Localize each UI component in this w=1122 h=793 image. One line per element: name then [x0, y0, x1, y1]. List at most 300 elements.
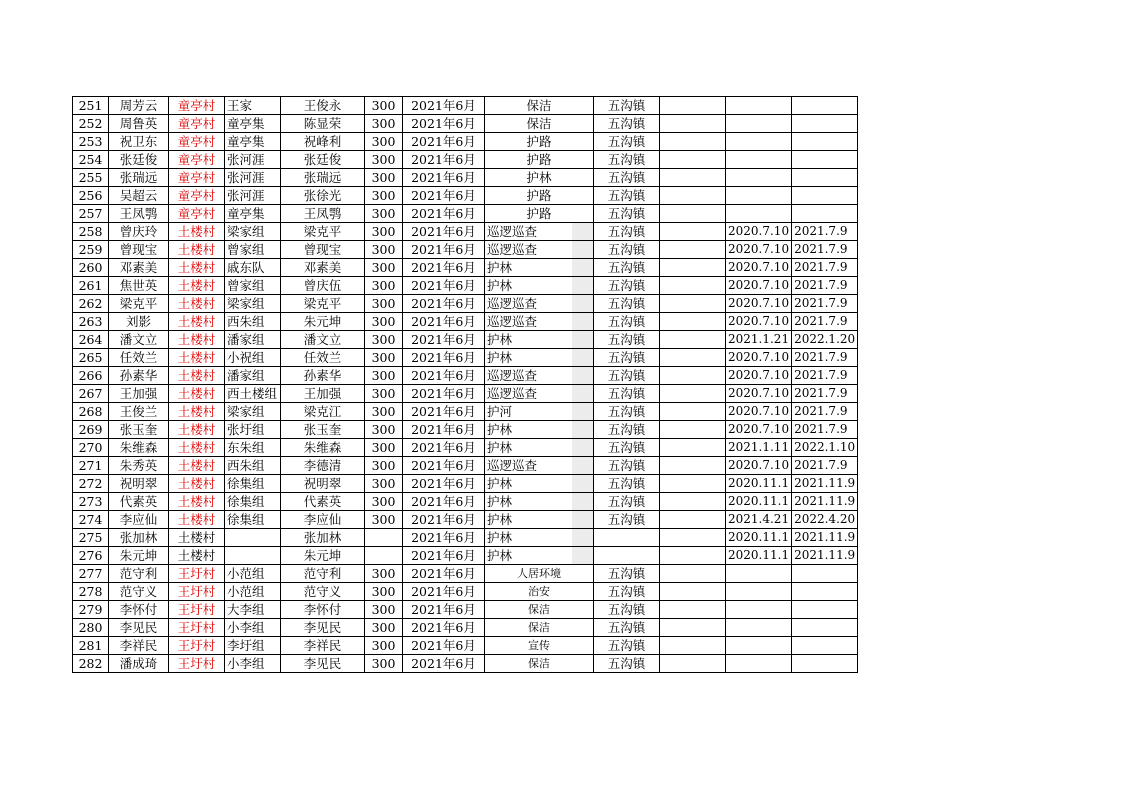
month-cell: 2021年6月 [403, 349, 485, 367]
payee-cell: 李应仙 [281, 511, 365, 529]
payee-cell: 张瑞远 [281, 169, 365, 187]
month-cell: 2021年6月 [403, 205, 485, 223]
group-cell: 梁家组 [225, 223, 281, 241]
table-row [73, 655, 858, 673]
payee-cell: 任效兰 [281, 349, 365, 367]
amount-cell: 300 [365, 277, 403, 295]
village-cell: 土楼村 [169, 529, 225, 547]
name-cell: 吴超云 [109, 187, 169, 205]
end-date-cell: 2021.7.9 [792, 385, 858, 403]
village-cell: 童亭村 [169, 133, 225, 151]
start-date-cell: 2020.11.1 [726, 547, 792, 565]
amount-cell: 300 [365, 331, 403, 349]
row-id-cell: 274 [73, 511, 109, 529]
blank-cell [660, 601, 726, 619]
duty-cell: 巡逻巡查 [485, 241, 594, 259]
start-date-cell [726, 655, 792, 673]
blank-cell [660, 349, 726, 367]
name-cell: 潘文立 [109, 331, 169, 349]
start-date-cell: 2020.11.1 [726, 493, 792, 511]
group-cell: 西朱组 [225, 457, 281, 475]
row-id-cell: 258 [73, 223, 109, 241]
row-id-cell: 273 [73, 493, 109, 511]
row-id-cell: 280 [73, 619, 109, 637]
amount-cell: 300 [365, 313, 403, 331]
start-date-cell: 2020.7.10 [726, 403, 792, 421]
table-row [73, 637, 858, 655]
village-cell: 土楼村 [169, 475, 225, 493]
amount-cell: 300 [365, 169, 403, 187]
name-cell: 曾庆玲 [109, 223, 169, 241]
table-row [73, 295, 858, 313]
amount-cell: 300 [365, 511, 403, 529]
end-date-cell [792, 583, 858, 601]
group-cell: 王家 [225, 97, 281, 115]
end-date-cell: 2021.11.9 [792, 475, 858, 493]
group-cell: 小李组 [225, 655, 281, 673]
duty-cell: 保洁 [485, 97, 594, 115]
row-id-cell: 271 [73, 457, 109, 475]
amount-cell: 300 [365, 187, 403, 205]
village-cell: 王圩村 [169, 619, 225, 637]
village-cell: 王圩村 [169, 583, 225, 601]
start-date-cell: 2020.7.10 [726, 259, 792, 277]
duty-cell: 护林 [485, 439, 594, 457]
name-cell: 王俊兰 [109, 403, 169, 421]
amount-cell: 300 [365, 583, 403, 601]
month-cell: 2021年6月 [403, 529, 485, 547]
duty-cell: 护林 [485, 547, 594, 565]
start-date-cell: 2020.7.10 [726, 241, 792, 259]
month-cell: 2021年6月 [403, 151, 485, 169]
name-cell: 张玉奎 [109, 421, 169, 439]
blank-cell [660, 583, 726, 601]
amount-cell [365, 547, 403, 565]
month-cell: 2021年6月 [403, 655, 485, 673]
group-cell: 西朱组 [225, 313, 281, 331]
table-row [73, 187, 858, 205]
town-cell: 五沟镇 [594, 511, 660, 529]
town-cell: 五沟镇 [594, 313, 660, 331]
duty-cell: 护林 [485, 259, 594, 277]
end-date-cell: 2021.7.9 [792, 421, 858, 439]
month-cell: 2021年6月 [403, 295, 485, 313]
row-id-cell: 256 [73, 187, 109, 205]
start-date-cell: 2020.7.10 [726, 277, 792, 295]
village-cell: 童亭村 [169, 151, 225, 169]
start-date-cell [726, 205, 792, 223]
amount-cell: 300 [365, 115, 403, 133]
row-id-cell: 267 [73, 385, 109, 403]
name-cell: 李见民 [109, 619, 169, 637]
end-date-cell [792, 187, 858, 205]
payee-cell: 曾现宝 [281, 241, 365, 259]
village-cell: 童亭村 [169, 97, 225, 115]
month-cell: 2021年6月 [403, 421, 485, 439]
blank-cell [660, 133, 726, 151]
duty-cell: 护林 [485, 349, 594, 367]
payee-cell: 张徐光 [281, 187, 365, 205]
name-cell: 祝明翠 [109, 475, 169, 493]
name-cell: 王加强 [109, 385, 169, 403]
blank-cell [660, 313, 726, 331]
town-cell: 五沟镇 [594, 565, 660, 583]
row-id-cell: 281 [73, 637, 109, 655]
name-cell: 王凤鹗 [109, 205, 169, 223]
end-date-cell [792, 169, 858, 187]
amount-cell: 300 [365, 97, 403, 115]
blank-cell [660, 97, 726, 115]
end-date-cell: 2022.4.20 [792, 511, 858, 529]
name-cell: 孙素华 [109, 367, 169, 385]
payee-cell: 李怀付 [281, 601, 365, 619]
duty-cell: 护林 [485, 529, 594, 547]
town-cell: 五沟镇 [594, 331, 660, 349]
village-cell: 土楼村 [169, 439, 225, 457]
row-id-cell: 265 [73, 349, 109, 367]
town-cell [594, 547, 660, 565]
name-cell: 范守义 [109, 583, 169, 601]
town-cell: 五沟镇 [594, 115, 660, 133]
start-date-cell: 2020.7.10 [726, 313, 792, 331]
name-cell: 祝卫东 [109, 133, 169, 151]
name-cell: 李应仙 [109, 511, 169, 529]
month-cell: 2021年6月 [403, 259, 485, 277]
end-date-cell: 2021.7.9 [792, 295, 858, 313]
name-cell: 张廷俊 [109, 151, 169, 169]
blank-cell [660, 637, 726, 655]
blank-cell [660, 385, 726, 403]
village-cell: 王圩村 [169, 637, 225, 655]
group-cell: 小祝组 [225, 349, 281, 367]
month-cell: 2021年6月 [403, 133, 485, 151]
row-id-cell: 264 [73, 331, 109, 349]
row-id-cell: 275 [73, 529, 109, 547]
start-date-cell [726, 169, 792, 187]
duty-cell: 护河 [485, 403, 594, 421]
end-date-cell: 2021.7.9 [792, 403, 858, 421]
group-cell: 徐集组 [225, 475, 281, 493]
start-date-cell [726, 565, 792, 583]
village-cell: 土楼村 [169, 511, 225, 529]
blank-cell [660, 259, 726, 277]
month-cell: 2021年6月 [403, 97, 485, 115]
end-date-cell: 2021.7.9 [792, 367, 858, 385]
table-row [73, 223, 858, 241]
blank-cell [660, 295, 726, 313]
payee-cell: 王加强 [281, 385, 365, 403]
end-date-cell [792, 151, 858, 169]
roster-table [72, 96, 858, 673]
group-cell: 张河涯 [225, 151, 281, 169]
name-cell: 周芳云 [109, 97, 169, 115]
start-date-cell: 2021.1.21 [726, 331, 792, 349]
table-row [73, 439, 858, 457]
duty-cell: 护林 [485, 511, 594, 529]
village-cell: 土楼村 [169, 259, 225, 277]
duty-cell: 保洁 [485, 655, 594, 673]
blank-cell [660, 511, 726, 529]
row-id-cell: 252 [73, 115, 109, 133]
amount-cell: 300 [365, 601, 403, 619]
name-cell: 朱元坤 [109, 547, 169, 565]
amount-cell: 300 [365, 349, 403, 367]
duty-cell: 护路 [485, 205, 594, 223]
start-date-cell [726, 583, 792, 601]
row-id-cell: 279 [73, 601, 109, 619]
blank-cell [660, 151, 726, 169]
name-cell: 朱秀英 [109, 457, 169, 475]
start-date-cell: 2020.11.1 [726, 475, 792, 493]
row-id-cell: 278 [73, 583, 109, 601]
start-date-cell: 2020.7.10 [726, 385, 792, 403]
town-cell: 五沟镇 [594, 205, 660, 223]
end-date-cell: 2021.11.9 [792, 493, 858, 511]
month-cell: 2021年6月 [403, 565, 485, 583]
duty-cell: 巡逻巡查 [485, 457, 594, 475]
blank-cell [660, 439, 726, 457]
duty-cell: 巡逻巡查 [485, 367, 594, 385]
name-cell: 代素英 [109, 493, 169, 511]
table-row [73, 421, 858, 439]
payee-cell: 张加林 [281, 529, 365, 547]
town-cell: 五沟镇 [594, 619, 660, 637]
payee-cell: 李祥民 [281, 637, 365, 655]
start-date-cell: 2020.7.10 [726, 457, 792, 475]
end-date-cell [792, 637, 858, 655]
name-cell: 焦世英 [109, 277, 169, 295]
town-cell: 五沟镇 [594, 187, 660, 205]
amount-cell: 300 [365, 295, 403, 313]
group-cell: 张河涯 [225, 169, 281, 187]
start-date-cell: 2020.11.1 [726, 529, 792, 547]
table-row [73, 277, 858, 295]
payee-cell: 王俊永 [281, 97, 365, 115]
row-id-cell: 261 [73, 277, 109, 295]
amount-cell: 300 [365, 457, 403, 475]
group-cell: 潘家组 [225, 367, 281, 385]
town-cell: 五沟镇 [594, 457, 660, 475]
blank-cell [660, 475, 726, 493]
group-cell: 徐集组 [225, 511, 281, 529]
amount-cell: 300 [365, 133, 403, 151]
amount-cell: 300 [365, 367, 403, 385]
end-date-cell: 2021.7.9 [792, 277, 858, 295]
table-row [73, 133, 858, 151]
duty-cell: 宣传 [485, 637, 594, 655]
start-date-cell: 2020.7.10 [726, 367, 792, 385]
town-cell: 五沟镇 [594, 475, 660, 493]
table-row [73, 241, 858, 259]
amount-cell [365, 529, 403, 547]
month-cell: 2021年6月 [403, 457, 485, 475]
table-row [73, 601, 858, 619]
start-date-cell [726, 133, 792, 151]
name-cell: 张加林 [109, 529, 169, 547]
duty-cell: 巡逻巡查 [485, 295, 594, 313]
village-cell: 土楼村 [169, 277, 225, 295]
group-cell: 李圩组 [225, 637, 281, 655]
amount-cell: 300 [365, 565, 403, 583]
town-cell: 五沟镇 [594, 385, 660, 403]
table-row [73, 619, 858, 637]
month-cell: 2021年6月 [403, 367, 485, 385]
group-cell: 曾家组 [225, 277, 281, 295]
village-cell: 土楼村 [169, 385, 225, 403]
blank-cell [660, 547, 726, 565]
village-cell: 土楼村 [169, 421, 225, 439]
town-cell: 五沟镇 [594, 277, 660, 295]
duty-cell: 护路 [485, 187, 594, 205]
payee-cell: 潘文立 [281, 331, 365, 349]
month-cell: 2021年6月 [403, 403, 485, 421]
table-row [73, 385, 858, 403]
month-cell: 2021年6月 [403, 385, 485, 403]
start-date-cell: 2020.7.10 [726, 421, 792, 439]
village-cell: 王圩村 [169, 601, 225, 619]
group-cell: 戚东队 [225, 259, 281, 277]
group-cell: 小范组 [225, 565, 281, 583]
name-cell: 张瑞远 [109, 169, 169, 187]
payee-cell: 李德清 [281, 457, 365, 475]
row-id-cell: 254 [73, 151, 109, 169]
table-row [73, 331, 858, 349]
end-date-cell [792, 97, 858, 115]
village-cell: 土楼村 [169, 367, 225, 385]
town-cell: 五沟镇 [594, 295, 660, 313]
table-row [73, 457, 858, 475]
town-cell: 五沟镇 [594, 367, 660, 385]
table-row [73, 115, 858, 133]
town-cell: 五沟镇 [594, 583, 660, 601]
group-cell: 潘家组 [225, 331, 281, 349]
amount-cell: 300 [365, 655, 403, 673]
village-cell: 童亭村 [169, 187, 225, 205]
table-row [73, 97, 858, 115]
start-date-cell: 2020.7.10 [726, 349, 792, 367]
name-cell: 周鲁英 [109, 115, 169, 133]
end-date-cell: 2021.7.9 [792, 223, 858, 241]
row-id-cell: 260 [73, 259, 109, 277]
table-row [73, 367, 858, 385]
amount-cell: 300 [365, 151, 403, 169]
amount-cell: 300 [365, 439, 403, 457]
payee-cell: 朱维森 [281, 439, 365, 457]
payee-cell: 梁克江 [281, 403, 365, 421]
payee-cell: 李见民 [281, 655, 365, 673]
group-cell [225, 529, 281, 547]
amount-cell: 300 [365, 619, 403, 637]
group-cell: 童亭集 [225, 115, 281, 133]
group-cell: 曾家组 [225, 241, 281, 259]
town-cell: 五沟镇 [594, 421, 660, 439]
row-id-cell: 270 [73, 439, 109, 457]
month-cell: 2021年6月 [403, 619, 485, 637]
month-cell: 2021年6月 [403, 241, 485, 259]
end-date-cell: 2021.7.9 [792, 259, 858, 277]
village-cell: 土楼村 [169, 295, 225, 313]
row-id-cell: 255 [73, 169, 109, 187]
village-cell: 王圩村 [169, 655, 225, 673]
town-cell: 五沟镇 [594, 259, 660, 277]
end-date-cell: 2021.7.9 [792, 457, 858, 475]
blank-cell [660, 655, 726, 673]
town-cell: 五沟镇 [594, 133, 660, 151]
blank-cell [660, 277, 726, 295]
blank-cell [660, 115, 726, 133]
start-date-cell [726, 601, 792, 619]
name-cell: 李怀付 [109, 601, 169, 619]
end-date-cell: 2022.1.10 [792, 439, 858, 457]
duty-cell: 护林 [485, 475, 594, 493]
payee-cell: 张廷俊 [281, 151, 365, 169]
row-id-cell: 257 [73, 205, 109, 223]
month-cell: 2021年6月 [403, 601, 485, 619]
blank-cell [660, 421, 726, 439]
table-row [73, 583, 858, 601]
start-date-cell [726, 619, 792, 637]
end-date-cell: 2021.7.9 [792, 313, 858, 331]
payee-cell: 王凤鹗 [281, 205, 365, 223]
end-date-cell [792, 655, 858, 673]
group-cell: 张圩组 [225, 421, 281, 439]
start-date-cell [726, 637, 792, 655]
town-cell: 五沟镇 [594, 655, 660, 673]
group-cell: 东朱组 [225, 439, 281, 457]
group-cell: 梁家组 [225, 295, 281, 313]
group-cell: 童亭集 [225, 205, 281, 223]
table-row [73, 529, 858, 547]
village-cell: 土楼村 [169, 349, 225, 367]
payee-cell: 张玉奎 [281, 421, 365, 439]
blank-cell [660, 367, 726, 385]
blank-cell [660, 331, 726, 349]
duty-cell: 护林 [485, 331, 594, 349]
duty-cell: 护路 [485, 133, 594, 151]
end-date-cell [792, 565, 858, 583]
group-cell: 西土楼组 [225, 385, 281, 403]
end-date-cell: 2021.7.9 [792, 349, 858, 367]
start-date-cell [726, 97, 792, 115]
blank-cell [660, 565, 726, 583]
end-date-cell [792, 115, 858, 133]
village-cell: 土楼村 [169, 241, 225, 259]
town-cell: 五沟镇 [594, 493, 660, 511]
group-cell: 小李组 [225, 619, 281, 637]
name-cell: 梁克平 [109, 295, 169, 313]
end-date-cell: 2021.7.9 [792, 241, 858, 259]
village-cell: 童亭村 [169, 115, 225, 133]
start-date-cell: 2021.4.21 [726, 511, 792, 529]
village-cell: 童亭村 [169, 169, 225, 187]
row-id-cell: 263 [73, 313, 109, 331]
amount-cell: 300 [365, 403, 403, 421]
end-date-cell [792, 619, 858, 637]
row-id-cell: 272 [73, 475, 109, 493]
blank-cell [660, 169, 726, 187]
month-cell: 2021年6月 [403, 583, 485, 601]
table-row [73, 313, 858, 331]
duty-cell: 巡逻巡查 [485, 223, 594, 241]
blank-cell [660, 529, 726, 547]
village-cell: 土楼村 [169, 403, 225, 421]
duty-cell: 人居环境 [485, 565, 594, 583]
row-id-cell: 253 [73, 133, 109, 151]
duty-cell: 护路 [485, 151, 594, 169]
blank-cell [660, 205, 726, 223]
name-cell: 范守利 [109, 565, 169, 583]
group-cell: 张河涯 [225, 187, 281, 205]
